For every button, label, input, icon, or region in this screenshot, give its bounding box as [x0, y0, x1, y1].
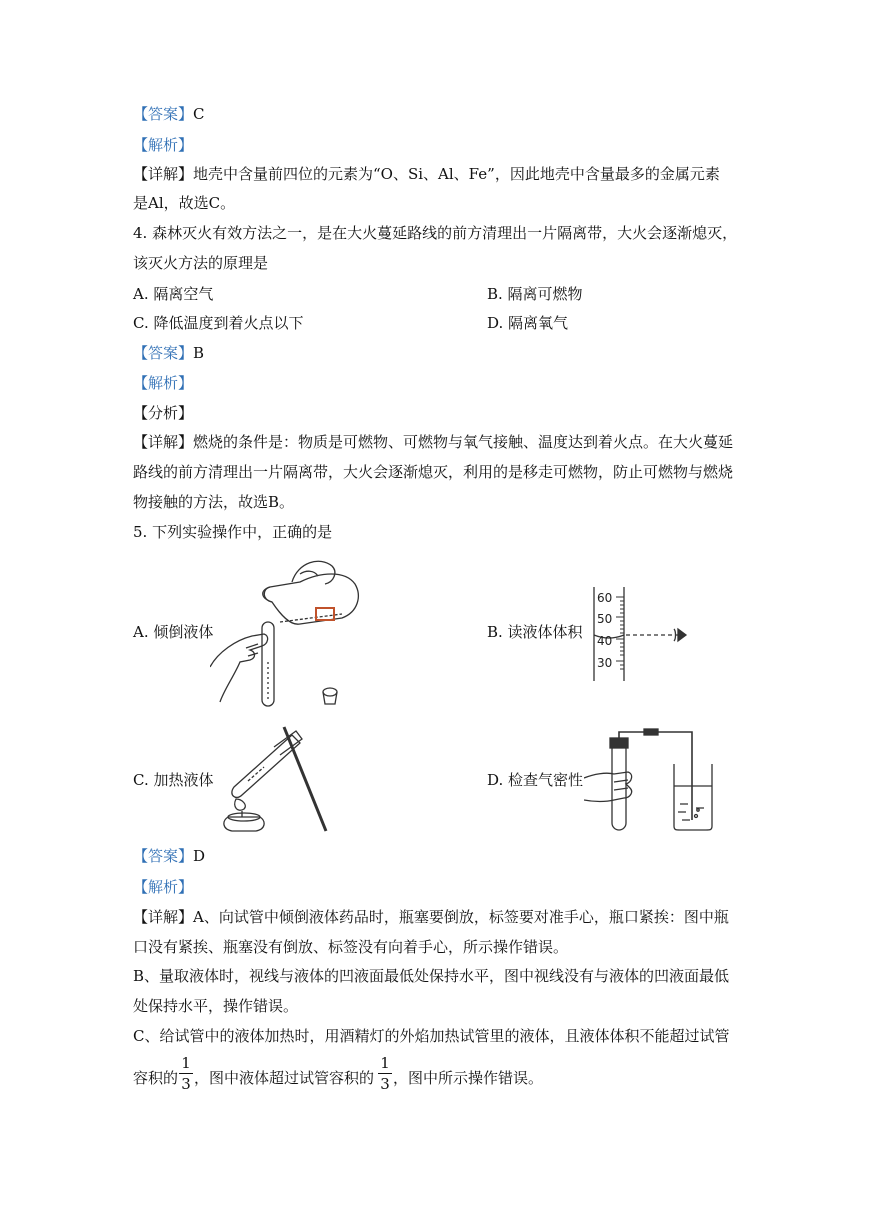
q4-detail-line2: 路线的前方清理出一片隔离带，大火会逐渐熄灭，利用的是移走可燃物，防止可燃物与燃烧	[133, 463, 734, 481]
q4-option-a: A. 隔离空气	[133, 285, 214, 303]
heating-liquid-figure	[214, 725, 330, 835]
q5-detail-line5: C、给试管中的液体加热时，用酒精灯的外焰加热试管里的液体，且液体体积不能超过试管	[133, 1027, 730, 1045]
q5-analysis-tag: 【解析】	[133, 878, 194, 896]
q4-fenxi-tag: 【分析】	[133, 404, 194, 422]
q5-detail-line6-part2: ，图中液体超过试管容积的	[194, 1069, 375, 1087]
q4-detail-line3: 物接触的方法，故选B。	[133, 493, 295, 511]
fraction-numerator: 1	[181, 1054, 191, 1072]
pouring-liquid-figure	[210, 552, 370, 714]
q5-option-b: B. 读液体体积	[487, 623, 583, 641]
q3-analysis-tag: 【解析】	[133, 136, 194, 154]
fraction-one-third-1	[179, 1054, 193, 1093]
q5-option-a: A. 倾倒液体	[133, 623, 214, 641]
q3-detail-line2: 是Al，故选C。	[133, 194, 236, 212]
cylinder-tick-30: 30	[597, 656, 613, 670]
q5-detail-line2: 口没有紧挨、瓶塞没有倒放、标签没有向着手心，所示操作错误。	[133, 938, 569, 956]
fraction-denominator: 3	[181, 1075, 191, 1093]
cylinder-tick-50: 50	[597, 612, 613, 626]
graduated-cylinder-figure	[586, 585, 696, 683]
fraction-denominator: 3	[380, 1075, 390, 1093]
q4-option-d: D. 隔离氧气	[487, 314, 569, 332]
q5-option-d: D. 检查气密性	[487, 771, 584, 789]
q4-detail-line1: 【详解】燃烧的条件是：物质是可燃物、可燃物与氧气接触、温度达到着火点。在大火蔓延	[133, 433, 734, 451]
cylinder-tick-60: 60	[597, 591, 613, 605]
q4-answer: 【答案】B	[133, 344, 205, 362]
q5-option-c: C. 加热液体	[133, 771, 214, 789]
q5-detail-line1: 【详解】A、向试管中倾倒液体药品时，瓶塞要倒放，标签要对准手心，瓶口紧挨：图中瓶	[133, 908, 729, 926]
q4-stem-line2: 该灭火方法的原理是	[133, 254, 269, 272]
cylinder-tick-40: 40	[597, 634, 613, 648]
q3-answer: 【答案】C	[133, 105, 205, 123]
q4-stem-line1: 4. 森林灭火有效方法之一，是在大火蔓延路线的前方清理出一片隔离带，大火会逐渐熄灭，	[133, 224, 738, 242]
q4-option-b: B. 隔离可燃物	[487, 285, 583, 303]
q5-detail-line3: B、量取液体时，视线与液体的凹液面最低处保持水平，图中视线没有与液体的凹液面最低	[133, 967, 730, 985]
q5-detail-line6-part3: ，图中所示操作错误。	[393, 1069, 544, 1087]
q5-detail-line4: 处保持水平，操作错误。	[133, 997, 299, 1015]
q3-detail-line1: 【详解】地壳中含量前四位的元素为“O、Si、Al、Fe”，因此地壳中含量最多的金属元素	[133, 165, 720, 183]
q5-answer: 【答案】D	[133, 847, 206, 865]
q5-stem: 5. 下列实验操作中，正确的是	[133, 523, 333, 541]
fraction-numerator: 1	[380, 1054, 390, 1072]
q4-option-c: C. 降低温度到着火点以下	[133, 314, 304, 332]
fraction-one-third-2	[378, 1054, 392, 1093]
q4-analysis-tag: 【解析】	[133, 374, 194, 392]
q5-detail-line6-part1: 容积的	[133, 1069, 179, 1087]
airtightness-check-figure	[584, 728, 724, 832]
